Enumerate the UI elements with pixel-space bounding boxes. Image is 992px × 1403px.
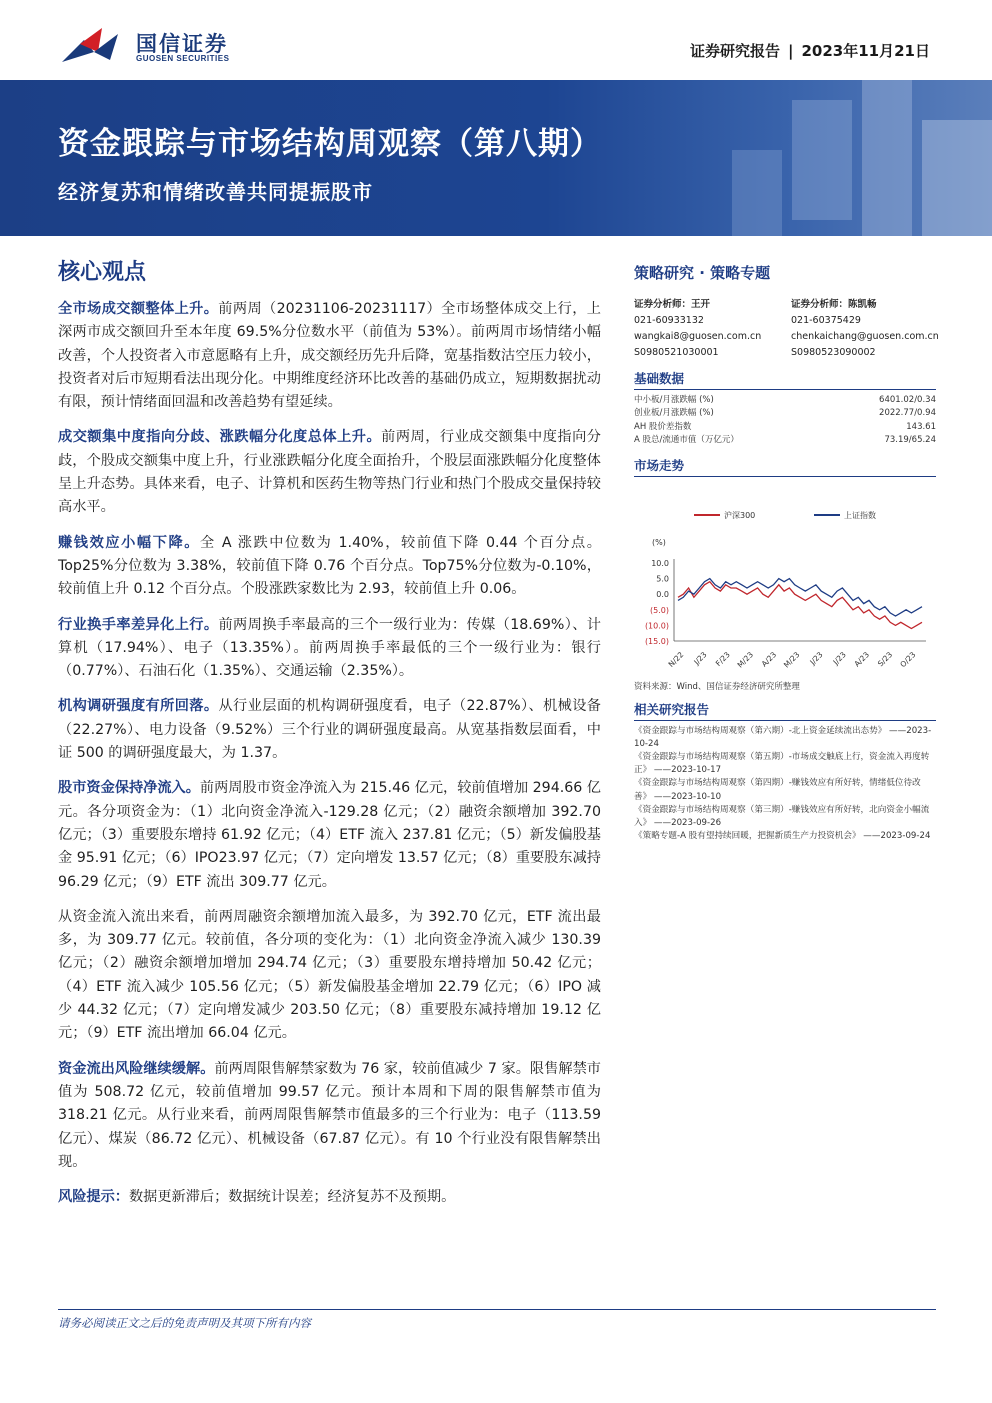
core-paragraph [58, 298, 601, 414]
paragraph-text: 前两周换手率最高的三个一级行业为：传媒（18.69%）、计算机（17.94%）、电子（13.35%）。前两周换手率最低的三个一级行业为：银行（0.77%）、石油石化（1.35%）、交通运输（2.35%）。 [58, 616, 601, 680]
market-trend-title: 市场走势 [634, 456, 936, 477]
core-paragraph [58, 426, 601, 519]
y-tick-label: 5.0 [656, 574, 669, 584]
logo-text-cn: 国信证券 [136, 32, 228, 56]
core-paragraph [58, 777, 601, 893]
basic-value: 143.61 [906, 421, 936, 432]
basic-data-row [634, 407, 936, 420]
related-reports-list [634, 725, 936, 844]
basic-value: 6401.02/0.34 [879, 395, 936, 405]
sidebar [634, 262, 939, 843]
logo-text-en: GUOSEN SECURITIES [136, 54, 230, 63]
related-report-item[interactable]: 《资金跟踪与市场结构周观察（第四期）-赚钱效应有所好转，情绪低位待改善》 ——2023-10-10 [634, 778, 921, 802]
analyst-1 [634, 297, 779, 361]
core-paragraph [58, 1186, 601, 1209]
paragraph-highlight: 赚钱效应小幅下降。 [58, 534, 201, 551]
basic-data-row [634, 421, 936, 434]
basic-value: 73.19/65.24 [884, 435, 936, 446]
basic-value: 2022.77/0.94 [879, 408, 936, 419]
basic-data-row [634, 394, 936, 407]
report-title: 资金跟踪与市场结构周观察（第八期） [58, 126, 602, 162]
related-report-item[interactable]: 《资金跟踪与市场结构周观察（第三期）-赚钱效应有所好转，北向资金小幅流入》 ——2023-09-26 [634, 804, 930, 829]
paragraph-text: 从行业层面的机构调研强度看，电子（22.87%）、机械设备（22.27%）、电力设备（9.52%）三个行业的调研强度最高。从宽基指数层面看，中证 500 的调研强度最大，为 1.37。 [58, 698, 601, 762]
market-trend-chart [634, 481, 936, 676]
related-report-item[interactable]: 《策略专题-A 股有望持续回暖，把握新质生产力投资机会》 ——2023-09-24 [634, 831, 931, 842]
footer-divider [58, 1309, 936, 1310]
analyst-cert: S0980523090002 [791, 347, 876, 358]
basic-data-row [634, 434, 936, 447]
core-paragraph [58, 532, 601, 602]
paragraph-text: 前两周限售解禁家数为 76 家，较前值减少 7 家。限售解禁市值为 508.72 亿元，较前值增加 99.57 亿元。预计本周和下周的限售解禁市值为 318.21 亿元。从行业来看，前两周限售解禁市值最多的三个行业为：电子（113.59 亿元）、煤炭（86.72 亿元）、机械设备（67.87 亿元）。有 10 个行业没有限售解禁出现。 [58, 1060, 601, 1170]
paragraph-text: 全 A 涨跌中位数为 1.40%，较前值下降 0.44 个百分点。Top25%分位数为 3.38%，较前值下降 0.76 个百分点。Top75%分位数为-0.10%，较前值上升 0.12 个百分点。个股涨跌家数比为 2.93，较前值上升 0.06。 [58, 534, 601, 598]
paragraph-text: 前两周，行业成交额集中度指向分歧，个股成交额集中度上升，行业涨跌幅分化度全面抬升，个股层面涨跌幅分化度整体呈上升态势。具体来看，电子、计算机和医药生物等热门行业和热门个股成交量保持较高水平。 [58, 429, 601, 516]
core-views-title: 核心观点 [58, 260, 147, 285]
report-header [0, 0, 992, 80]
related-reports-title: 相关研究报告 [634, 700, 936, 721]
report-date: 2023年11月21日 [801, 42, 930, 60]
guosen-logo-icon [58, 22, 128, 68]
report-subtitle: 经济复苏和情绪改善共同提振股市 [58, 180, 373, 204]
title-banner [0, 80, 992, 236]
analyst-name: 证券分析师：陈凯畅 [791, 299, 877, 310]
core-paragraph [58, 614, 601, 684]
paragraph-text: 从资金流入流出来看，前两周融资余额增加流入最多，为 392.70 亿元，ETF 流出最多，为 309.77 亿元。较前值，各分项的变化为：（1）北向资金净流入减少 130.39 亿元；（2）融资余额增加增加 294.74 亿元；（3）重要股东增持增加 50.42 亿元；（4）ETF 流入减少 105.56 亿元；（5）新发偏股基金增加 22.79 亿元；（6）IPO 减少 44.32 亿元；（7）定向增发减少 203.50 亿元；（8）重要股东减持增加 19.12 亿元；（9）ETF 流出增加 66.04 亿元。 [58, 908, 601, 1042]
x-tick-label: O/23 [898, 649, 918, 669]
paragraph-text: 数据更新滞后；数据统计误差；经济复苏不及预期。 [128, 1189, 456, 1206]
x-tick-label: N/22 [666, 649, 686, 669]
sidebar-title: 策略研究 · 策略专题 [634, 264, 771, 282]
analyst-cert: S0980521030001 [634, 347, 719, 358]
basic-key: AH 股价差指数 [634, 421, 692, 432]
x-tick-label: A/23 [852, 649, 872, 669]
paragraph-highlight: 机构调研强度有所回落。 [58, 698, 219, 715]
banner-decoration [612, 80, 992, 236]
analyst-2 [791, 297, 939, 361]
footer-disclaimer: 请务必阅读正文之后的免责声明及其项下所有内容 [58, 1316, 311, 1330]
paragraph-highlight: 股市资金保持净流入。 [58, 780, 200, 797]
report-type-date: 证券研究报告 | 2023年11月21日 [690, 42, 930, 60]
core-paragraph [58, 1058, 601, 1174]
analyst-email[interactable]: wangkai8@guosen.com.cn [634, 331, 762, 342]
legend-label: 上证指数 [844, 510, 876, 520]
analyst-phone: 021-60933132 [634, 315, 704, 326]
y-tick-label: 10.0 [651, 558, 669, 568]
paragraph-highlight: 行业换手率差异化上行。 [58, 616, 219, 633]
related-report-item[interactable]: 《资金跟踪与市场结构周观察（第五期）-市场成交触底上行，资金流入再度转正》 ——2023-10-17 [634, 752, 930, 776]
x-tick-label: A/23 [759, 649, 779, 669]
analyst-info [634, 297, 939, 361]
paragraph-highlight: 资金流出风险继续缓解。 [58, 1060, 215, 1077]
x-tick-label: M/23 [735, 649, 756, 670]
x-tick-label: S/23 [875, 649, 895, 668]
basic-key: 中小板/月涨跌幅 (%) [634, 395, 714, 405]
analyst-phone: 021-60375429 [791, 315, 861, 326]
y-axis-label: (%) [652, 537, 666, 547]
related-report-item[interactable]: 《资金跟踪与市场结构周观察（第六期）-北上资金延续流出态势》 ——2023-10-24 [634, 725, 932, 749]
basic-data-table [634, 394, 936, 448]
x-tick-label: J/23 [831, 649, 848, 667]
core-views-section [58, 255, 601, 1221]
report-type: 证券研究报告 [690, 42, 781, 60]
paragraph-text: 前两周股市资金净流入为 215.46 亿元，较前值增加 294.66 亿元。各分项资金为：（1）北向资金净流入-129.28 亿元；（2）融资余额增加 392.70 亿元；（3）重要股东增持 61.92 亿元；（4）ETF 流入 237.81 亿元；（5）新发偏股基金 95.91 亿元；（6）IPO23.97 亿元；（7）定向增发 13.57 亿元；（8）重要股东减持 96.29 亿元；（9）ETF 流出 309.77 亿元。 [58, 780, 601, 890]
paragraph-highlight: 风险提示： [58, 1189, 129, 1206]
basic-data-title: 基础数据 [634, 369, 936, 390]
legend-label: 沪深300 [724, 510, 756, 520]
core-paragraph [58, 906, 601, 1046]
trend-chart-svg [634, 481, 936, 676]
y-tick-label: (10.0) [644, 621, 669, 631]
core-paragraphs [58, 298, 601, 1209]
paragraph-text: 前两周（20231106-20231117）全市场整体成交上行，上深两市成交额回升至本年度 69.5%分位数水平（前值为 53%）。前两周市场情绪小幅改善，个人投资者入市意愿略有上升，成交额经历先升后降，宽基指数沽空压力较小，投资者对后市短期看法出现分化。中期维度经济环比改善的基础仍成立，短期数据扰动有限，预计情绪面回温和改善趋势有望延续。 [58, 301, 601, 411]
core-paragraph [58, 695, 601, 765]
paragraph-highlight: 全市场成交额整体上升。 [58, 301, 219, 317]
analyst-email[interactable]: chenkaichang@guosen.com.cn [791, 331, 939, 342]
basic-key: A 股总/流通市值（万亿元） [634, 435, 739, 446]
y-tick-label: 0.0 [656, 589, 669, 599]
paragraph-highlight: 成交额集中度指向分歧、涨跌幅分化度总体上升。 [58, 429, 382, 446]
guosen-logo [58, 22, 238, 68]
x-tick-label: M/23 [781, 649, 802, 670]
basic-key: 创业板/月涨跌幅 (%) [634, 408, 714, 419]
y-tick-label: (15.0) [644, 636, 669, 646]
chart-source: 资料来源：Wind、国信证券经济研究所整理 [634, 681, 800, 692]
analyst-name: 证券分析师：王开 [634, 299, 711, 310]
y-tick-label: (5.0) [650, 605, 669, 615]
x-tick-label: J/23 [692, 649, 709, 667]
x-tick-label: J/23 [808, 649, 825, 667]
x-tick-label: F/23 [713, 649, 732, 668]
